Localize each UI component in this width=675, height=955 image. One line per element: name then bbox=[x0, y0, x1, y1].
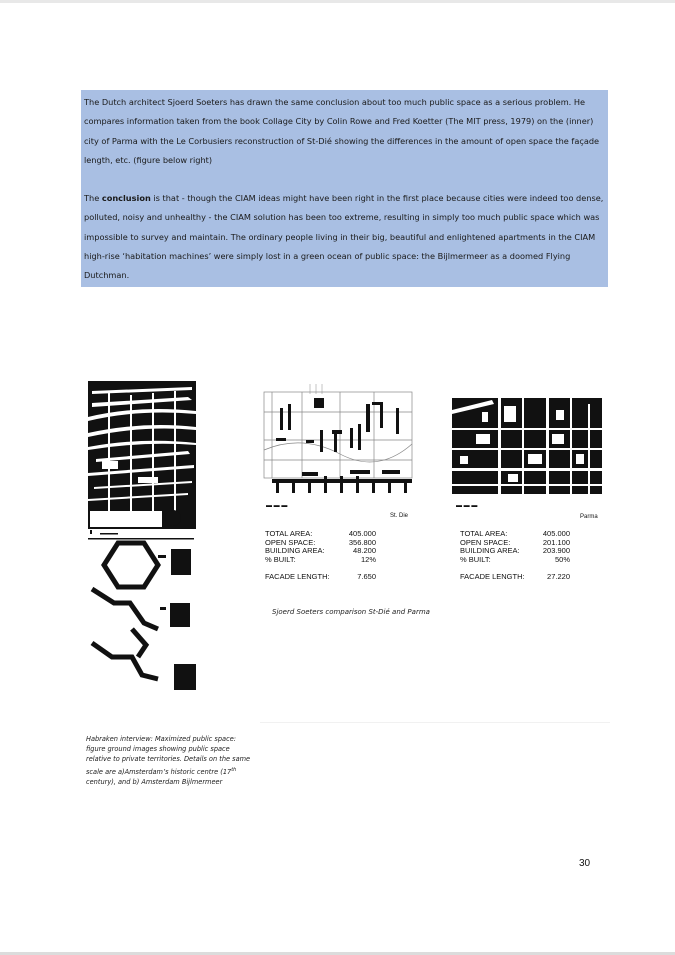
st-die-figure-ground-map bbox=[262, 384, 417, 496]
habraken-caption: Habraken interview: Maximized public space: figure ground images showing public space relative to private territories. Details on the same scale are a)Amsterdam’s historic centre (17th century), and b) Amsterdam Bijlmermeer bbox=[86, 735, 251, 786]
stat-row: BUILDING AREA: 48.200 bbox=[265, 546, 376, 556]
stat-row: OPEN SPACE: 356.800 bbox=[265, 537, 376, 547]
page-top-edge bbox=[0, 0, 675, 3]
stat-row: FACADE LENGTH: 7.650 bbox=[265, 572, 376, 582]
soeters-caption: Sjoerd Soeters comparison St-Dié and Parma bbox=[272, 608, 430, 616]
faint-scan-line bbox=[260, 722, 610, 723]
conclusion-word: conclusion bbox=[101, 193, 151, 204]
st-die-stats bbox=[265, 530, 376, 582]
p2-rest: is that - though the CIAM ideas might have been right in the first place because cities were indeed too dense, polluted, noisy and unhealthy - the CIAM solution has been too extreme, resulting in simply too much public space which was impossible to survey and maintain. The ordinary people living in their big, beautiful and enlightened apartments in the CIAM high-rise ‘habitation machines’ were simply lost in a green ocean of public space: the Bijlmermeer as a doomed Flying Dutchman. bbox=[84, 193, 604, 281]
page-number: 30 bbox=[579, 858, 591, 869]
stat-row: TOTAL AREA: 405.000 bbox=[460, 529, 570, 538]
intro-paragraph-2 bbox=[84, 189, 606, 285]
amsterdam-figure-ground-image bbox=[88, 381, 196, 693]
st-die-scale-bar: ▬ ▬ ▬ bbox=[266, 503, 288, 509]
stat-row: TOTAL AREA: 405.000 bbox=[265, 529, 376, 538]
parma-map-label: Parma bbox=[580, 514, 598, 520]
st-die-map-label: St. Die bbox=[390, 513, 409, 519]
stat-row: % BUILT: 12% bbox=[265, 554, 376, 564]
intro-text-block bbox=[84, 93, 606, 286]
stat-row: OPEN SPACE: 201.100 bbox=[460, 537, 570, 547]
intro-paragraph-1: The Dutch architect Sjoerd Soeters has drawn the same conclusion about too much public space as a serious problem. He compares information taken from the book Collage City by Colin Rowe and Fred Koetter (The MIT press, 1979) on the (inner) city of Parma with the Le Corbusiers reconstruction of St-Dié showing the differences in the amount of open space the façade length, etc. (figure below right) bbox=[84, 97, 600, 165]
stat-row: BUILDING AREA: 203.900 bbox=[460, 546, 570, 556]
parma-stats bbox=[460, 530, 570, 582]
stat-row: % BUILT: 50% bbox=[460, 554, 570, 564]
parma-scale-bar: ▬ ▬ ▬ bbox=[456, 503, 478, 509]
p2-start: The bbox=[84, 193, 102, 204]
stat-row: FACADE LENGTH: 27.220 bbox=[460, 572, 570, 582]
parma-figure-ground-map bbox=[452, 398, 602, 496]
